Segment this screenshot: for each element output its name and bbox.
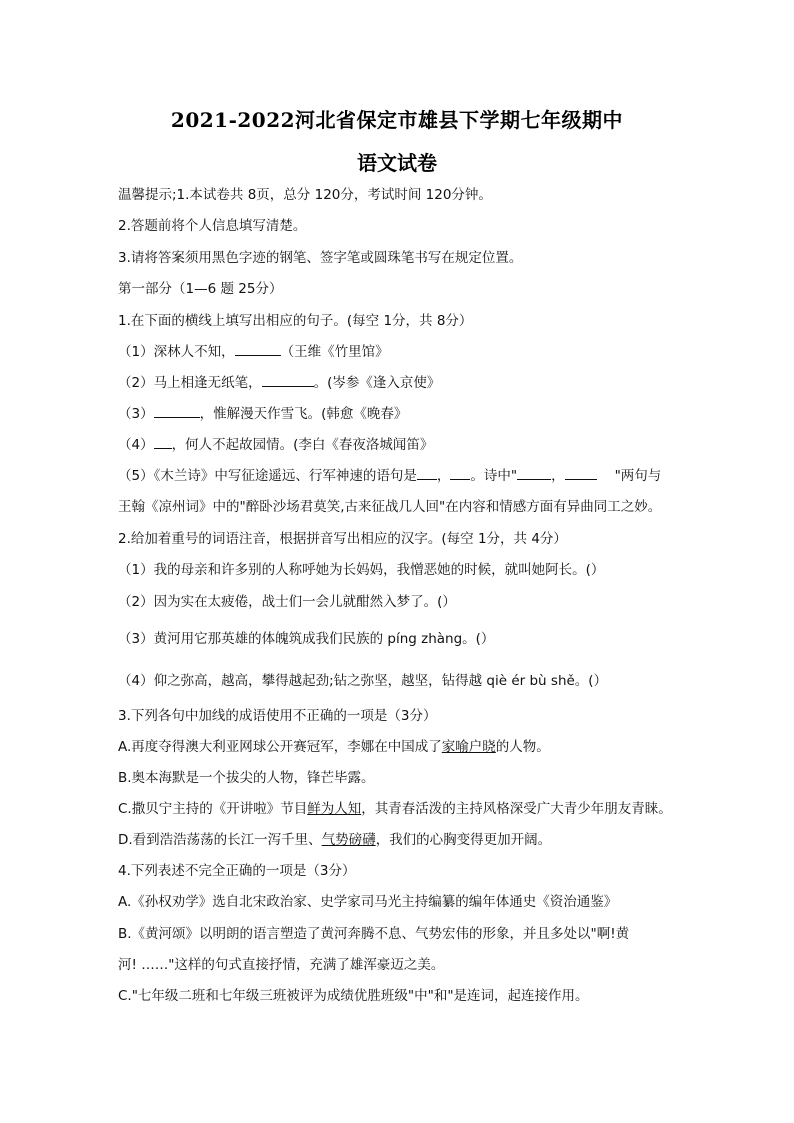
- question-1-item-4: [118, 436, 688, 454]
- answer-blank[interactable]: [450, 467, 470, 480]
- question-3-option-c: [118, 800, 688, 818]
- option-text: ，我们的心胸变得更加开阔。: [375, 832, 552, 848]
- underlined-idiom: 鲜为人知: [307, 801, 362, 817]
- question-4-option-b: B.《黄河颂》以明朗的语言塑造了黄河奔腾不息、气势宏伟的形象，并且多处以"啊!黄: [118, 926, 630, 942]
- question-1-item-5-cont: 王翰《凉州词》中的"醉卧沙场君莫笑,古来征战几人回"在内容和情感方面有异曲同工之妙。: [118, 499, 662, 515]
- item-text: （4）: [118, 437, 154, 453]
- question-4-option-a: A.《孙权劝学》选自北宋政治家、史学家司马光主持编纂的编年体通史《资治通鉴》: [118, 894, 618, 910]
- question-3-option-d: [118, 831, 688, 849]
- underlined-idiom: 家喻户晓: [441, 739, 496, 755]
- item-text: ，何人不起故园情。(李白《春夜洛城闻笛》: [171, 437, 434, 453]
- option-text: D.看到浩浩荡荡的长江一泻千里、: [118, 832, 322, 848]
- option-text: 的人物。: [495, 739, 550, 755]
- underlined-idiom: 气势磅礴: [321, 832, 376, 848]
- question-1-stem: 1.在下面的横线上填写出相应的句子。(每空 1分，共 8分）: [118, 313, 473, 329]
- part-heading: 第一部分（1—6 题 25分）: [118, 281, 283, 297]
- item-text: （2）马上相逢无纸笔，: [118, 375, 262, 391]
- answer-blank[interactable]: [262, 374, 314, 387]
- option-text: A.再度夺得澳大利亚网球公开赛冠军，李娜在中国成了: [118, 739, 442, 755]
- question-2-item-1: （1）我的母亲和许多别的人称呼她为长妈妈，我憎恶她的时候，就叫她阿长。(）: [118, 562, 605, 578]
- option-text: C.撒贝宁主持的《开讲啦》节目: [118, 801, 308, 817]
- question-4-option-b-cont: 河! ……"这样的句式直接抒情，充满了雄浑豪迈之美。: [118, 957, 445, 973]
- question-2-item-2: （2）因为实在太疲倦，战士们一会儿就酣然入梦了。(）: [118, 594, 456, 610]
- answer-blank[interactable]: [417, 467, 437, 480]
- question-4-stem: 4.下列表述不完全正确的一项是（3分）: [118, 863, 356, 879]
- exam-title: 2021-2022河北省保定市雄县下学期七年级期中: [170, 108, 624, 132]
- answer-blank[interactable]: [154, 436, 172, 449]
- item-text: ，: [551, 468, 565, 484]
- notice-line-1: 温馨提示;1.本试卷共 8页，总分 120分，考试时间 120分钟。: [118, 187, 492, 203]
- question-1-item-3: [118, 405, 688, 423]
- item-text: "两句与: [614, 468, 662, 484]
- notice-line-2: 2.答题前将个人信息填写清楚。: [118, 218, 307, 234]
- question-2-item-3: （3）黄河用它那英雄的体魄筑成我们民族的 píng zhàng。(）: [118, 631, 495, 647]
- question-3-option-b: B.奥本海默是一个拔尖的人物，锋芒毕露。: [118, 770, 375, 786]
- question-1-item-1: [118, 343, 688, 361]
- item-text: （1）深林人不知，: [118, 344, 235, 360]
- item-text: ，: [436, 468, 451, 484]
- item-text: （王维《竹里馆》: [280, 344, 389, 360]
- question-1-item-2: [118, 374, 688, 392]
- option-text: ，其青春活泼的主持风格深受广大青少年朋友青睐。: [361, 801, 672, 817]
- answer-blank[interactable]: [235, 343, 281, 356]
- exam-subtitle: 语文试卷: [357, 151, 437, 175]
- answer-blank[interactable]: [517, 467, 551, 480]
- item-text: 。(岑参《逢入京使》: [313, 375, 441, 391]
- item-text: 。诗中": [470, 468, 518, 484]
- question-4-option-c: C."七年级二班和七年级三班被评为成绩优胜班级"中"和"是连词，起连接作用。: [118, 988, 589, 1004]
- answer-blank[interactable]: [565, 467, 597, 480]
- item-text: ，惟解漫天作雪飞。(韩愈《晚春》: [199, 406, 408, 422]
- question-3-stem: 3.下列各句中加线的成语使用不正确的一项是（3分）: [118, 708, 437, 724]
- item-text: （5）《木兰诗》中写征途遥远、行军神速的语句是: [118, 468, 417, 484]
- item-text: （3）: [118, 406, 154, 422]
- answer-blank[interactable]: [154, 405, 200, 418]
- question-2-item-4: （4）仰之弥高，越高，攀得越起劲;钻之弥坚，越坚，钻得越 qiè ér bù shě。(）: [118, 673, 608, 689]
- question-1-item-5: [118, 467, 688, 485]
- question-3-option-a: [118, 738, 688, 756]
- question-2-stem: 2.给加着重号的词语注音，根据拼音写出相应的汉字。(每空 1分，共 4分）: [118, 531, 567, 547]
- notice-line-3: 3.请将答案须用黑色字迹的钢笔、签字笔或圆珠笔书写在规定位置。: [118, 250, 523, 266]
